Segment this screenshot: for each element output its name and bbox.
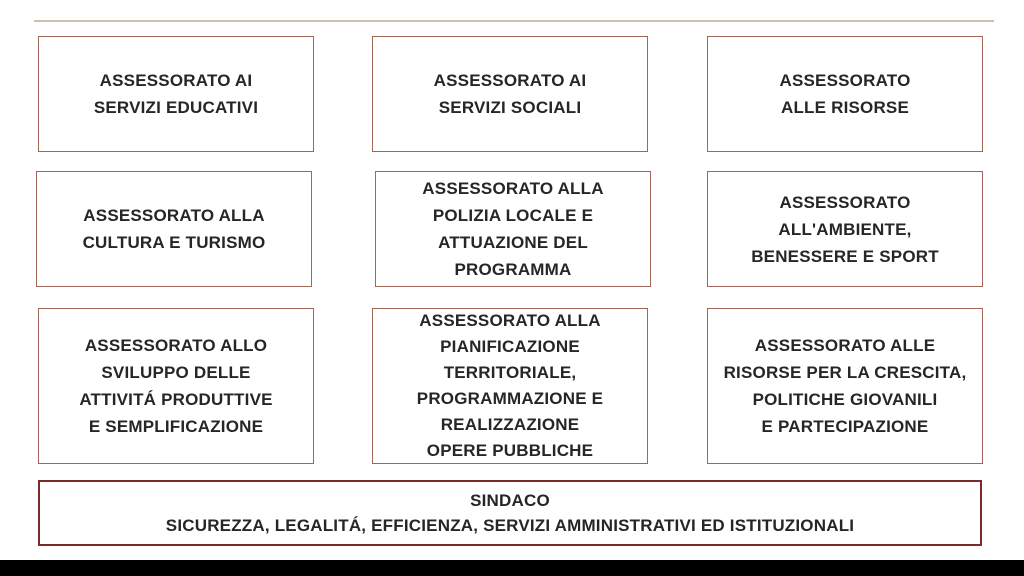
box-line: RISORSE PER LA CRESCITA,: [723, 363, 967, 382]
box-line: ATTUAZIONE DEL: [438, 233, 588, 252]
box-line: CULTURA E TURISMO: [82, 233, 266, 252]
box-line: ALLE RISORSE: [780, 98, 910, 117]
top-divider: [34, 20, 994, 22]
sindaco-subtitle: SICUREZZA, LEGALITÁ, EFFICIENZA, SERVIZI AMMINISTRATIVI ED ISTITUZIONALI: [165, 516, 855, 535]
box-cultura-turismo: [36, 171, 312, 287]
box-servizi-educativi: [38, 36, 314, 152]
box-line: OPERE PUBBLICHE: [426, 441, 594, 460]
box-line: TERRITORIALE,: [443, 363, 577, 382]
box-line: ALL'AMBIENTE,: [778, 219, 912, 239]
box-line: SERVIZI EDUCATIVI: [93, 98, 259, 117]
box-line: ASSESSORATO ALLA: [419, 311, 601, 330]
box-line: REALIZZAZIONE: [440, 415, 580, 434]
box-attivita-produttive: [38, 308, 314, 464]
box-line: ASSESSORATO ALLA: [422, 179, 604, 198]
box-ambiente-benessere-sport: [707, 171, 983, 287]
box-line: ASSESSORATO AI: [99, 71, 253, 90]
box-pianificazione-territoriale: [372, 308, 648, 464]
box-line: ASSESSORATO: [779, 192, 911, 212]
box-line: SVILUPPO DELLE: [101, 363, 251, 382]
box-line: E SEMPLIFICAZIONE: [88, 417, 264, 436]
box-polizia-locale: [375, 171, 651, 287]
box-line: BENESSERE E SPORT: [751, 246, 939, 266]
box-line: PROGRAMMA: [454, 260, 572, 279]
box-line: ASSESSORATO ALLA: [83, 206, 265, 225]
box-line: ASSESSORATO ALLE: [754, 336, 936, 355]
bottom-black-band: [0, 560, 1024, 576]
box-line: PROGRAMMAZIONE E: [416, 389, 604, 408]
sindaco-title: SINDACO: [470, 491, 550, 510]
box-line: POLIZIA LOCALE E: [432, 206, 594, 225]
box-line: POLITICHE GIOVANILI: [752, 390, 938, 409]
box-line: ATTIVITÁ PRODUTTIVE: [79, 390, 273, 409]
box-risorse-crescita: [707, 308, 983, 464]
box-servizi-sociali: [372, 36, 648, 152]
box-line: SERVIZI SOCIALI: [438, 98, 582, 117]
box-line: ASSESSORATO: [779, 71, 911, 90]
box-risorse: [707, 36, 983, 152]
box-line: ASSESSORATO ALLO: [84, 336, 268, 355]
box-sindaco: [38, 480, 982, 546]
box-line: ASSESSORATO AI: [433, 71, 587, 90]
box-line: E PARTECIPAZIONE: [761, 417, 929, 436]
box-line: PIANIFICAZIONE: [440, 337, 580, 356]
